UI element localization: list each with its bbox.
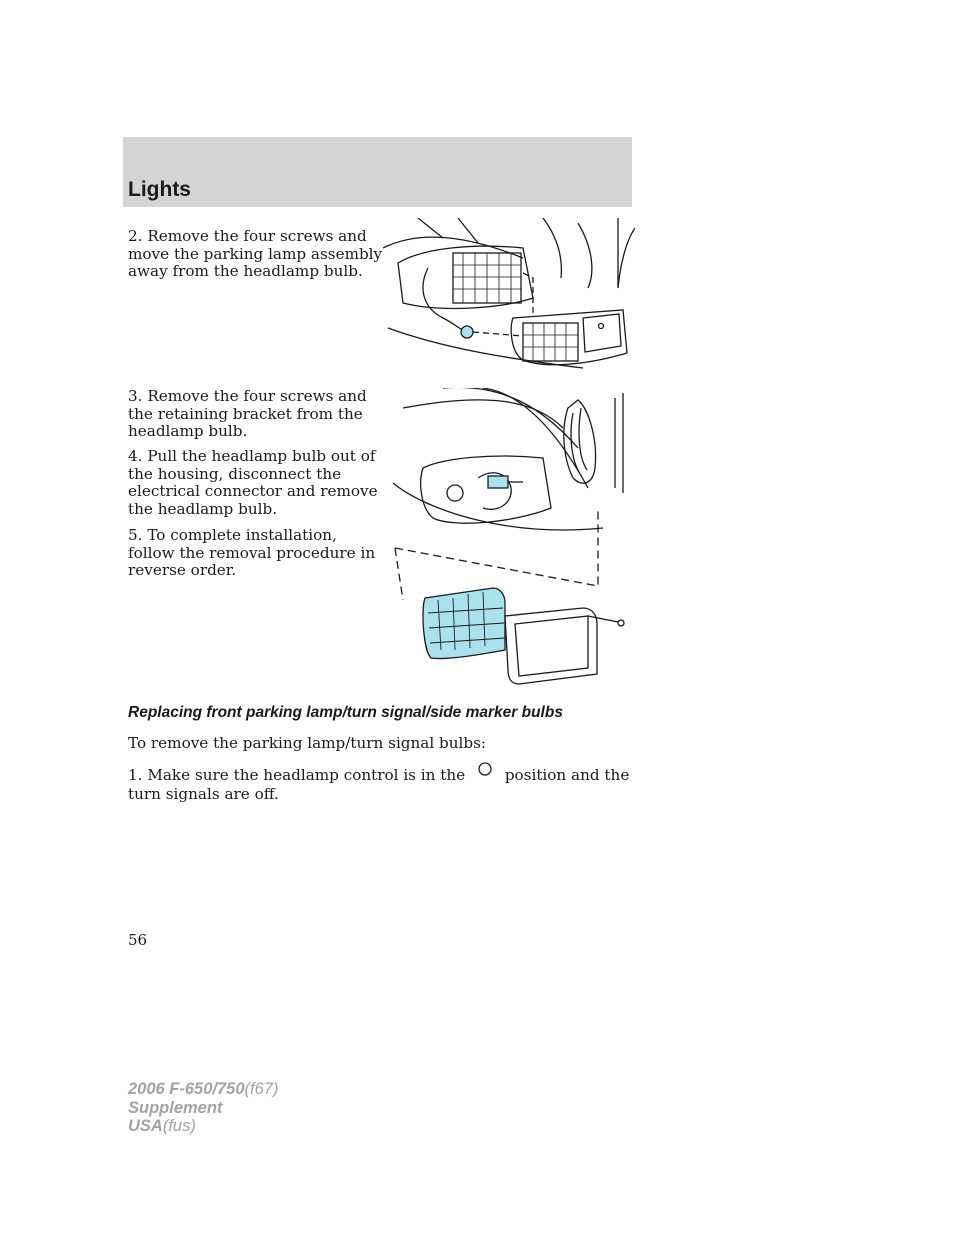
footer-model-code: (f67) [244, 1080, 279, 1098]
parking-lamp-section-heading: Replacing front parking lamp/turn signal/side marker bulbs [128, 704, 563, 721]
footer-line-2: Supplement [128, 1098, 223, 1117]
step-2-text: 2. Remove the four screws and move the parking lamp assembly away from the headlamp bulb. [128, 227, 383, 280]
footer-model: 2006 F-650/750 [128, 1080, 245, 1098]
footer-edition-info [128, 1080, 278, 1136]
step-1-text-after: position and the turn signals are off. [128, 766, 630, 803]
section-header-band [123, 137, 632, 207]
footer-market-code: (fus) [162, 1117, 196, 1135]
parking-lamp-intro: To remove the parking lamp/turn signal bulbs: [128, 734, 487, 752]
section-title: Lights [128, 178, 191, 201]
step-5-text: 5. To complete installation, follow the removal procedure in reverse order. [128, 526, 376, 579]
step-4-text: 4. Pull the headlamp bulb out of the housing, disconnect the electrical connector and remove the headlamp bulb. [128, 447, 378, 518]
footer-line-3 [128, 1117, 278, 1136]
parking-lamp-step-1 [128, 762, 638, 804]
footer-market: USA [128, 1117, 163, 1135]
step-1-text-before: 1. Make sure the headlamp control is in the [128, 766, 466, 784]
headlamp-bulb-removal-illustration [383, 388, 635, 688]
page-number: 56 [128, 931, 148, 949]
footer-line-1 [128, 1080, 278, 1099]
parking-lamp-removal-illustration [383, 218, 635, 378]
off-circle-icon [470, 762, 500, 776]
step-3-text: 3. Remove the four screws and the retaining bracket from the headlamp bulb. [128, 387, 367, 440]
